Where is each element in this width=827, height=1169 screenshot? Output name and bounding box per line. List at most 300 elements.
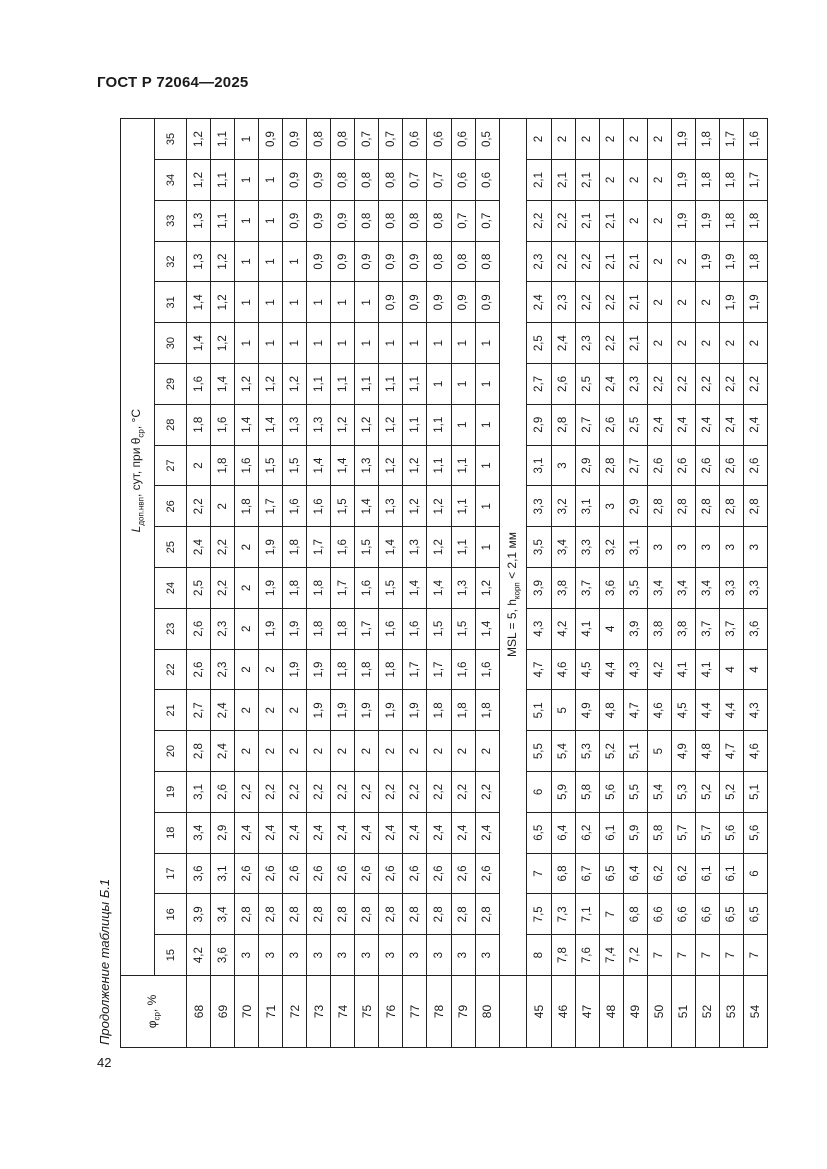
table-cell: 3,4 [695,568,719,609]
table-cell: 2,8 [743,486,767,527]
table-cell: 3 [551,445,575,486]
table-cell: 3,4 [551,527,575,568]
column-header: 24 [155,568,187,609]
table-cell: 5,6 [599,772,623,813]
table-cell: 2,6 [187,608,211,649]
column-header: 33 [155,200,187,241]
table-cell: 2,6 [211,772,235,813]
table-cell: 4,5 [671,690,695,731]
row-label: 75 [355,976,379,1048]
table-cell: 2 [211,486,235,527]
table-cell: 1,1 [451,486,475,527]
row-header-sub: ср [152,1012,162,1021]
table-cell: 5,4 [647,772,671,813]
table-cell: 2,1 [623,282,647,323]
table-cell: 1,2 [355,404,379,445]
table-cell: 6,4 [623,853,647,894]
table-cell: 2,2 [475,772,499,813]
table-cell: 3,1 [211,853,235,894]
table-cell: 0,9 [451,282,475,323]
table-cell: 0,6 [451,160,475,201]
table-cell: 2,8 [551,404,575,445]
table-cell: 1,3 [307,404,331,445]
page-number: 42 [97,1055,112,1070]
table-cell: 1,4 [187,323,211,364]
table-cell: 1,3 [187,200,211,241]
table-cell: 3,9 [527,568,551,609]
table-cell: 3,4 [211,894,235,935]
rotated-table-container [120,118,768,1048]
table-cell: 7,5 [527,894,551,935]
table-cell: 2,2 [599,282,623,323]
table-cell: 3,8 [647,608,671,649]
table-cell: 5,2 [695,772,719,813]
table-cell: 2,8 [235,894,259,935]
table-cell: 5,4 [551,731,575,772]
table-cell: 2,9 [575,445,599,486]
table-row [695,119,719,1048]
table-cell: 3,1 [575,486,599,527]
table-cell: 2,2 [599,323,623,364]
table-cell: 0,8 [307,119,331,160]
table-cell: 1,9 [695,200,719,241]
table-cell: 2,6 [427,853,451,894]
table-cell: 8 [527,935,551,976]
row-label: 79 [451,976,475,1048]
table-cell: 7,8 [551,935,575,976]
table-row [283,119,307,1048]
table-cell: 1,9 [259,568,283,609]
table-cell: 2,8 [427,894,451,935]
table-cell: 4,6 [647,690,671,731]
table-cell: 2,3 [211,649,235,690]
table-cell: 1,3 [187,241,211,282]
table-cell: 1,9 [283,608,307,649]
table-cell: 1,4 [427,568,451,609]
table-cell: 1,9 [403,690,427,731]
table-cell: 2,4 [427,812,451,853]
table-cell: 2 [403,731,427,772]
table-cell: 1,8 [307,608,331,649]
table-cell: 2,6 [475,853,499,894]
table-cell: 1 [331,323,355,364]
table-cell: 2,6 [379,853,403,894]
table-cell: 2,7 [527,364,551,405]
table-cell: 3,3 [719,568,743,609]
table-cell: 3 [743,527,767,568]
row-label: 77 [403,976,427,1048]
table-cell: 2,8 [695,486,719,527]
table-cell: 1 [403,323,427,364]
table-cell: 2,2 [379,772,403,813]
table-cell: 1,6 [283,486,307,527]
table-cell: 1,1 [403,364,427,405]
table-cell: 2,8 [259,894,283,935]
table-cell: 1,9 [283,649,307,690]
table-cell: 0,8 [403,200,427,241]
table-cell: 4 [599,608,623,649]
table-cell: 2,2 [307,772,331,813]
table-cell: 1,5 [283,445,307,486]
table-cell: 7 [647,935,671,976]
table-cell: 2,4 [743,404,767,445]
table-row [355,119,379,1048]
table-cell: 1,1 [307,364,331,405]
table-cell: 4,3 [527,608,551,649]
table-cell: 1 [379,323,403,364]
table-cell: 0,8 [379,160,403,201]
table-cell: 2 [235,649,259,690]
column-header: 23 [155,608,187,649]
table-cell: 1,6 [355,568,379,609]
table-cell: 6,5 [743,894,767,935]
table-cell: 1,5 [259,445,283,486]
group-header-main: L [129,525,144,533]
table-cell: 6 [743,853,767,894]
table-cell: 5,1 [527,690,551,731]
table-cell: 0,9 [403,241,427,282]
table-cell: 1,1 [451,445,475,486]
table-cell: 0,7 [355,119,379,160]
row-label: 54 [743,976,767,1048]
table-cell: 2,5 [575,364,599,405]
table-cell: 1 [355,282,379,323]
table-cell: 5,2 [719,772,743,813]
table-cell: 2 [647,200,671,241]
table-cell: 2,8 [403,894,427,935]
table-cell: 4,9 [671,731,695,772]
table-cell: 2 [671,282,695,323]
column-header: 15 [155,935,187,976]
table-cell: 2,6 [187,649,211,690]
row-label: 70 [235,976,259,1048]
table-cell: 1,8 [187,404,211,445]
table-cell: 1,4 [355,486,379,527]
table-cell: 2 [623,160,647,201]
table-cell: 0,6 [403,119,427,160]
table-cell: 4,2 [551,608,575,649]
table-cell: 6,5 [719,894,743,935]
row-label: 50 [647,976,671,1048]
table-cell: 3 [647,527,671,568]
table-cell: 2 [379,731,403,772]
table-cell: 2 [187,445,211,486]
table-cell: 2 [451,731,475,772]
table-cell: 5 [647,731,671,772]
table-row [211,119,235,1048]
table-cell: 2,4 [379,812,403,853]
table-cell: 0,9 [307,200,331,241]
table-cell: 2,4 [355,812,379,853]
table-cell: 2 [235,731,259,772]
table-cell: 0,9 [283,160,307,201]
table-cell: 5,8 [647,812,671,853]
table-cell: 2,4 [695,404,719,445]
table-cell: 7 [695,935,719,976]
table-cell: 4,6 [551,649,575,690]
table-cell: 0,6 [451,119,475,160]
table-cell: 2,7 [623,445,647,486]
table-cell: 2,4 [551,323,575,364]
table-cell: 1,5 [355,527,379,568]
table-row [403,119,427,1048]
table-cell: 3 [379,935,403,976]
column-header: 27 [155,445,187,486]
group-header-sub: доп.нвп [136,496,146,526]
table-cell: 3,2 [551,486,575,527]
table-cell: 1 [283,241,307,282]
table-cell: 2 [623,200,647,241]
table-row [427,119,451,1048]
table-cell: 2 [527,119,551,160]
table-cell: 5,6 [719,812,743,853]
table-cell: 1 [427,323,451,364]
table-cell: 6,2 [575,812,599,853]
table-row [575,119,599,1048]
table-cell: 1 [475,404,499,445]
column-header: 35 [155,119,187,160]
table-cell: 2,8 [451,894,475,935]
table-cell: 2 [235,690,259,731]
table-cell: 1,6 [403,608,427,649]
table-cell: 1,5 [451,608,475,649]
table-cell: 4,8 [599,690,623,731]
table-cell: 5 [551,690,575,731]
table-cell: 1,9 [259,527,283,568]
table-cell: 2,6 [451,853,475,894]
table-cell: 2 [331,731,355,772]
table-cell: 1,2 [283,364,307,405]
table-cell: 6,8 [623,894,647,935]
table-row [235,119,259,1048]
table-cell: 7,2 [623,935,647,976]
table-cell: 1,7 [719,119,743,160]
table-cell: 3 [235,935,259,976]
row-header-unit: , % [145,994,160,1013]
table-row [331,119,355,1048]
table-cell: 7,4 [599,935,623,976]
table-cell: 4,4 [719,690,743,731]
table-cell: 0,8 [427,200,451,241]
table-cell: 7 [671,935,695,976]
row-label: 76 [379,976,403,1048]
table-cell: 2,1 [599,241,623,282]
table-cell: 2,4 [235,812,259,853]
table-cell: 3,4 [647,568,671,609]
column-header: 16 [155,894,187,935]
table-cell: 0,9 [307,241,331,282]
table-cell: 1,7 [403,649,427,690]
table-row [307,119,331,1048]
table-cell: 1 [355,323,379,364]
table-cell: 1,2 [427,527,451,568]
table-cell: 6,6 [671,894,695,935]
table-cell: 1 [283,282,307,323]
table-cell: 5,1 [743,772,767,813]
table-cell: 6,2 [671,853,695,894]
table-cell: 1,1 [379,364,403,405]
table-cell: 2 [647,241,671,282]
column-header: 32 [155,241,187,282]
table-cell: 4 [719,649,743,690]
table-cell: 2,3 [211,608,235,649]
table-row [527,119,551,1048]
table-cell: 2 [235,568,259,609]
table-cell: 2 [575,119,599,160]
row-label: 80 [475,976,499,1048]
table-cell: 1,4 [331,445,355,486]
table-cell: 3,1 [623,527,647,568]
table-cell: 3 [355,935,379,976]
table-row [599,119,623,1048]
table-cell: 1 [451,364,475,405]
table-cell: 4,6 [743,731,767,772]
table-cell: 1 [475,323,499,364]
table-cell: 2,1 [623,241,647,282]
table-cell: 1,2 [187,160,211,201]
table-cell: 0,8 [475,241,499,282]
section-label-cell [499,119,527,976]
row-label: 48 [599,976,623,1048]
table-cell: 1,8 [331,608,355,649]
table-cell: 0,6 [475,160,499,201]
table-cell: 4,8 [695,731,719,772]
table-row [743,119,767,1048]
group-header-cell [121,119,155,976]
table-cell: 1,6 [379,608,403,649]
table-cell: 2,4 [403,812,427,853]
table-cell: 2 [475,731,499,772]
table-cell: 2,6 [695,445,719,486]
table-cell: 1,3 [451,568,475,609]
table-cell: 2,2 [527,200,551,241]
table-cell: 2,6 [403,853,427,894]
table-cell: 2,6 [719,445,743,486]
column-header: 28 [155,404,187,445]
row-label: 69 [211,976,235,1048]
table-cell: 6,6 [647,894,671,935]
table-cell: 2,4 [671,404,695,445]
table-cell: 1,1 [451,527,475,568]
table-cell: 3 [475,935,499,976]
table-cell: 3 [695,527,719,568]
table-cell: 1,9 [743,282,767,323]
table-cell: 1,1 [427,404,451,445]
table-cell: 3,4 [187,812,211,853]
table-cell: 2,2 [283,772,307,813]
table-caption: Продолжение таблицы Б.1 [97,878,112,1045]
table-cell: 0,7 [475,200,499,241]
table-cell: 3,1 [527,445,551,486]
table-cell: 6,5 [527,812,551,853]
table-cell: 0,9 [331,241,355,282]
table-row [187,119,211,1048]
table-cell: 1,4 [187,282,211,323]
table-cell: 1,2 [475,568,499,609]
table-cell: 1 [235,282,259,323]
table-cell: 3,2 [599,527,623,568]
table-cell: 0,9 [283,119,307,160]
table-cell: 3,5 [623,568,647,609]
table-cell: 3 [259,935,283,976]
table-cell: 3 [307,935,331,976]
table-cell: 7 [599,894,623,935]
table-row [647,119,671,1048]
table-cell: 1,9 [379,690,403,731]
table-cell: 1,4 [211,364,235,405]
table-cell: 2,2 [187,486,211,527]
column-header-row [155,119,187,1048]
table-cell: 1,4 [259,404,283,445]
table-cell: 2,9 [211,812,235,853]
table-cell: 1,1 [211,160,235,201]
table-cell: 2,4 [307,812,331,853]
table-cell: 0,9 [307,160,331,201]
table-cell: 1,2 [331,404,355,445]
table-row [259,119,283,1048]
column-header: 21 [155,690,187,731]
table-cell: 1,2 [403,445,427,486]
table-cell: 2,2 [719,364,743,405]
table-cell: 2 [259,649,283,690]
table-cell: 7 [527,853,551,894]
row-label: 46 [551,976,575,1048]
table-cell: 3,3 [575,527,599,568]
table-cell: 1 [451,404,475,445]
table-cell: 3 [671,527,695,568]
group-header-unit: , °С [129,409,144,430]
table-cell: 1,7 [355,608,379,649]
table-cell: 7 [743,935,767,976]
table-cell: 1 [475,364,499,405]
table-cell: 2,7 [575,404,599,445]
table-cell: 3,7 [719,608,743,649]
row-header-cell [121,976,187,1048]
table-cell: 4,7 [527,649,551,690]
table-cell: 1,5 [427,608,451,649]
table-cell: 5,1 [623,731,647,772]
table-cell: 3,4 [671,568,695,609]
table-cell: 2,2 [259,772,283,813]
table-cell: 2 [695,323,719,364]
table-cell: 2,8 [671,486,695,527]
table-cell: 1 [259,160,283,201]
table-cell: 3,6 [599,568,623,609]
table-cell: 2,2 [743,364,767,405]
table-cell: 1,8 [719,200,743,241]
table-cell: 2 [355,731,379,772]
section-row [499,119,527,1048]
table-cell: 1,8 [307,568,331,609]
table-cell: 1,3 [355,445,379,486]
column-header: 17 [155,853,187,894]
table-cell: 5,2 [599,731,623,772]
table-cell: 1,1 [211,119,235,160]
table-cell: 4,4 [599,649,623,690]
table-cell: 1,5 [331,486,355,527]
table-cell: 1,2 [235,364,259,405]
table-row [451,119,475,1048]
table-cell: 1,7 [331,568,355,609]
table-cell: 2,5 [187,568,211,609]
table-cell: 1,9 [259,608,283,649]
table-cell: 2 [307,731,331,772]
table-cell: 1,1 [427,445,451,486]
table-cell: 1,6 [475,649,499,690]
table-cell: 3,7 [695,608,719,649]
row-label: 68 [187,976,211,1048]
table-cell: 2 [671,241,695,282]
